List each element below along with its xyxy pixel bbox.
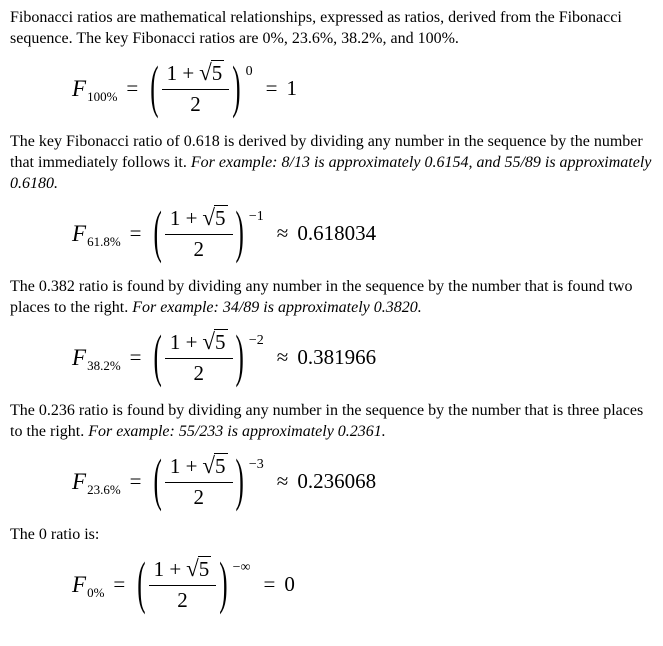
math-function-symbol: F: [72, 344, 87, 370]
formula-23-6pct: [72, 451, 653, 513]
equals-sign: =: [129, 469, 142, 494]
fraction-denominator: 2: [193, 237, 204, 262]
paragraph: [10, 401, 653, 443]
fraction: [149, 556, 217, 613]
paragraph: [10, 525, 653, 546]
radicand: 5: [198, 557, 210, 582]
document-page: [10, 8, 653, 616]
result-value: 1: [286, 76, 297, 101]
section-intro: [10, 8, 653, 120]
fraction-denominator: 2: [190, 92, 201, 117]
left-paren: (: [150, 57, 159, 121]
equals-sign: =: [129, 345, 142, 370]
numerator-prefix: 1 +: [153, 557, 182, 582]
right-paren: ): [235, 449, 244, 514]
fraction: [165, 453, 233, 510]
radicand: 5: [215, 454, 226, 479]
exponent: −1: [248, 208, 264, 224]
radical-sign: √: [199, 60, 212, 86]
exponent: −∞: [232, 559, 251, 575]
equals-sign: =: [113, 572, 126, 597]
formula-lhs: [72, 345, 121, 371]
result-value: 0.618034: [297, 221, 377, 246]
paragraph-text: The 0 ratio is:: [10, 525, 100, 543]
result-value: 0.236068: [297, 469, 377, 494]
numerator-prefix: 1 +: [169, 206, 198, 231]
fraction-numerator: [165, 329, 233, 359]
formula-0pct: [72, 554, 653, 616]
equals-sign: =: [126, 76, 139, 101]
relation-sign: ≈: [276, 469, 289, 494]
paragraph: [10, 8, 653, 50]
exponent: 0: [245, 63, 253, 79]
fraction: [165, 205, 233, 262]
section-0: [10, 525, 653, 616]
right-paren: ): [232, 57, 241, 121]
math-function-symbol: F: [72, 468, 87, 494]
formula-lhs: [72, 221, 121, 247]
paragraph: [10, 277, 653, 319]
fraction-denominator: 2: [193, 485, 204, 510]
relation-sign: ≈: [276, 345, 289, 370]
relation-sign: ≈: [276, 221, 289, 246]
paragraph-text: The 0.382 ratio is found by dividing any number in the sequence by the number that is found two places to the right.: [10, 277, 633, 316]
left-paren: (: [137, 552, 146, 617]
section-61-8: [10, 132, 653, 265]
math-subscript: 23.6%: [87, 481, 121, 497]
math-subscript: 61.8%: [87, 233, 121, 249]
formula-lhs: [72, 572, 104, 598]
fraction-numerator: [165, 205, 233, 235]
formula-100pct: [72, 58, 653, 120]
section-38-2: [10, 277, 653, 389]
left-paren: (: [153, 325, 162, 390]
math-function-symbol: F: [72, 220, 87, 246]
paragraph: [10, 132, 653, 195]
paragraph-example: For example: 34/89 is approximately 0.3820.: [132, 298, 422, 316]
math-function-symbol: F: [72, 75, 87, 101]
right-paren: ): [235, 202, 244, 266]
formula-38-2pct: [72, 327, 653, 389]
right-paren: ): [235, 325, 244, 390]
result-value: 0: [284, 572, 295, 597]
formula-lhs: [72, 469, 121, 495]
fraction-denominator: 2: [177, 588, 188, 613]
left-paren: (: [153, 202, 162, 266]
equals-sign: =: [129, 221, 142, 246]
paragraph-text: Fibonacci ratios are mathematical relationships, expressed as ratios, derived from the Fibonacci sequence. The key Fibonacci ratios are 0%, 23.6%, 38.2%, and 100%.: [10, 9, 622, 47]
radicand: 5: [215, 206, 226, 231]
math-function-symbol: F: [72, 571, 87, 597]
fraction-numerator: [165, 453, 233, 483]
paragraph-text: The key Fibonacci ratio of 0.618 is derived by dividing any number in the sequence by the number that immediately follows it.: [10, 132, 643, 171]
paragraph-text: The 0.236 ratio is found by dividing any number in the sequence by the number that is three places to the right.: [10, 401, 644, 440]
radical-sign: √: [202, 205, 216, 231]
formula-lhs: [72, 76, 117, 102]
fraction-denominator: 2: [193, 361, 204, 386]
numerator-prefix: 1 +: [169, 454, 198, 479]
section-23-6: [10, 401, 653, 513]
radicand: 5: [211, 61, 223, 86]
right-paren: ): [219, 552, 228, 617]
radical-sign: √: [186, 556, 199, 582]
paragraph-example: For example: 55/233 is approximately 0.2361.: [88, 422, 386, 440]
radical-sign: √: [202, 453, 216, 479]
relation-sign: =: [265, 76, 278, 101]
fraction: [165, 329, 233, 386]
math-subscript: 0%: [87, 584, 105, 600]
fraction: [162, 60, 230, 117]
math-subscript: 38.2%: [87, 357, 121, 373]
paragraph-example: For example: 8/13 is approximately 0.6154, and 55/89 is approximately 0.6180.: [10, 153, 652, 192]
fraction-numerator: [149, 556, 217, 586]
exponent: −3: [248, 456, 264, 472]
numerator-prefix: 1 +: [166, 61, 195, 86]
left-paren: (: [153, 449, 162, 514]
formula-61-8pct: [72, 203, 653, 265]
radicand: 5: [215, 330, 226, 355]
numerator-prefix: 1 +: [169, 330, 198, 355]
result-value: 0.381966: [297, 345, 377, 370]
math-subscript: 100%: [87, 88, 118, 104]
radical-sign: √: [202, 329, 216, 355]
exponent: −2: [248, 332, 264, 348]
relation-sign: =: [263, 572, 276, 597]
fraction-numerator: [162, 60, 230, 90]
